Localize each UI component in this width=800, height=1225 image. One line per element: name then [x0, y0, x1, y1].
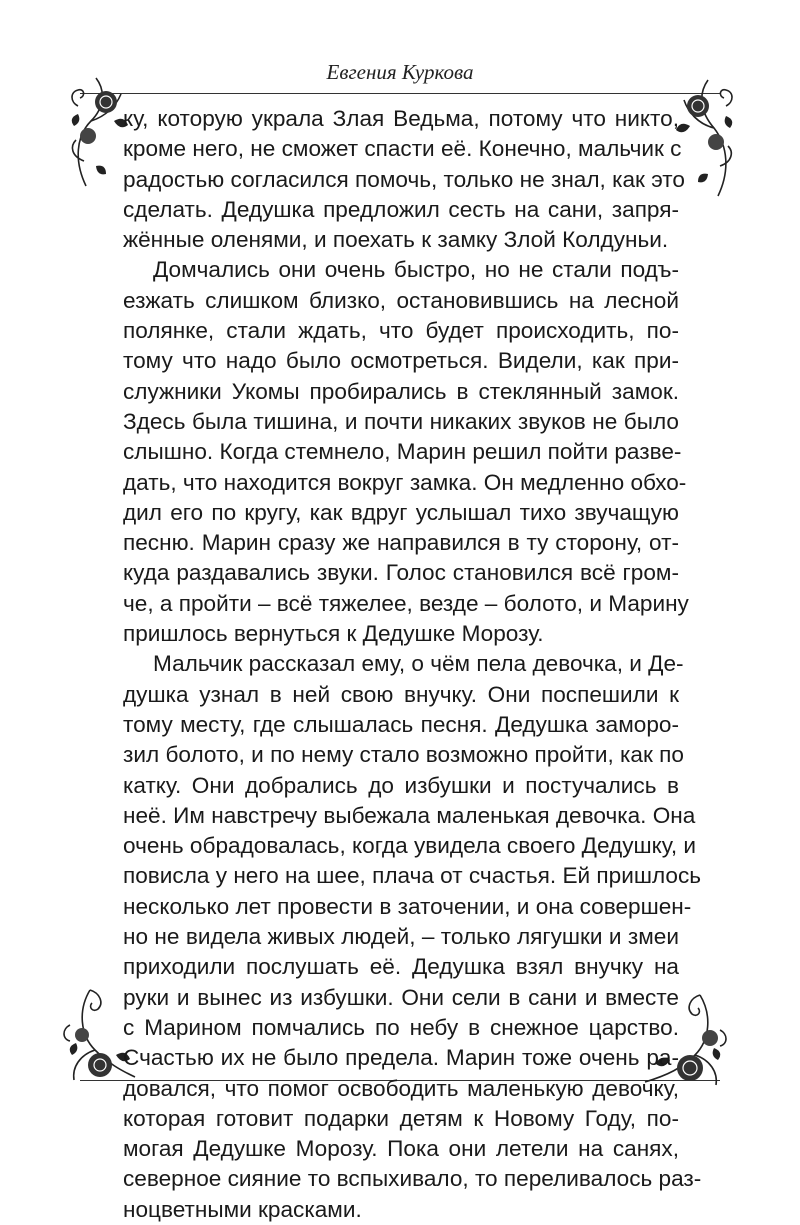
text-line: неё. Им навстречу выбежала маленькая девочка. Она — [123, 802, 696, 828]
text-line: служники Укомы пробирались в стеклянный замок. — [123, 378, 679, 404]
text-line: че, а пройти – всё тяжелее, везде – болото, и Марину — [123, 590, 689, 616]
text-line: повисла у него на шее, плача от счастья. Ей пришлось — [123, 863, 702, 889]
text-line: довался, что помог освободить маленькую девочку, — [123, 1075, 679, 1101]
text-line: северное сияние то вспыхивало, то переливалось раз- — [123, 1166, 702, 1192]
text-line: куда раздавались звуки. Голос становился всё гром- — [123, 560, 679, 586]
text-line: несколько лет провести в заточении, и она совершен- — [123, 893, 692, 919]
text-line: радостью согласился помочь, только не знал, как это — [123, 166, 685, 192]
text-line: тому месту, где слышалась песня. Дедушка заморо- — [123, 711, 679, 737]
header-rule — [80, 93, 720, 94]
text-line: которая готовит подарки детям к Новому Году, по- — [123, 1105, 679, 1131]
text-line: Мальчик рассказал ему, о чём пела девочка, и Де- — [153, 651, 684, 677]
text-line: Домчались они очень быстро, но не стали подъ- — [153, 257, 679, 283]
text-line: но не видела живых людей, – только лягушки и змеи — [123, 924, 679, 950]
paragraph — [123, 649, 702, 1225]
text-line: сделать. Дедушка предложил сесть на сани, запря- — [123, 196, 679, 222]
text-line: приходили послушать её. Дедушка взял внучку на — [123, 954, 679, 980]
paragraph — [123, 255, 689, 649]
text-line: катку. Они добрались до избушки и постучались в — [123, 772, 679, 798]
text-line: пришлось вернуться к Дедушке Морозу. — [123, 621, 544, 647]
text-line: ку, которую украла Злая Ведьма, потому что никто, — [123, 106, 679, 131]
text-line: езжать слишком близко, остановившись на лесной — [123, 287, 679, 313]
text-line: кроме него, не сможет спасти её. Конечно, мальчик с — [123, 136, 682, 162]
text-line: Здесь была тишина, и почти никаких звуков не было — [123, 408, 679, 434]
body-text — [123, 104, 702, 1225]
text-line: слышно. Когда стемнело, Марин решил пойти разве- — [123, 439, 682, 465]
text-line: полянке, стали ждать, что будет происходить, по- — [123, 318, 679, 344]
text-line: с Марином помчались по небу в снежное царство. — [123, 1014, 679, 1040]
text-line: дать, что находится вокруг замка. Он медленно обхо- — [123, 469, 687, 495]
text-line: песню. Марин сразу же направился в ту сторону, от- — [123, 530, 679, 556]
text-line: очень обрадовалась, когда увидела своего Дедушку, и — [123, 833, 696, 859]
text-line: могая Дедушке Морозу. Пока они летели на санях, — [123, 1136, 679, 1162]
running-header: Евгения Куркова — [326, 60, 474, 84]
text-line: руки и вынес из избушки. Они сели в сани и вместе — [123, 984, 679, 1010]
text-line: зил болото, и по нему стало возможно пройти, как по — [123, 742, 684, 768]
text-line: жённые оленями, и поехать к замку Злой Колдуньи. — [123, 227, 669, 253]
text-line: душка узнал в ней свою внучку. Они поспешили к — [123, 681, 679, 707]
text-line: тому что надо было осмотреться. Видели, как при- — [123, 348, 679, 374]
paragraph — [123, 104, 685, 255]
text-line: дил его по кругу, как вдруг услышал тихо звучащую — [123, 499, 679, 525]
text-line: ноцветными красками. — [123, 1196, 362, 1222]
text-line: Счастью их не было предела. Марин тоже очень ра- — [123, 1045, 679, 1071]
